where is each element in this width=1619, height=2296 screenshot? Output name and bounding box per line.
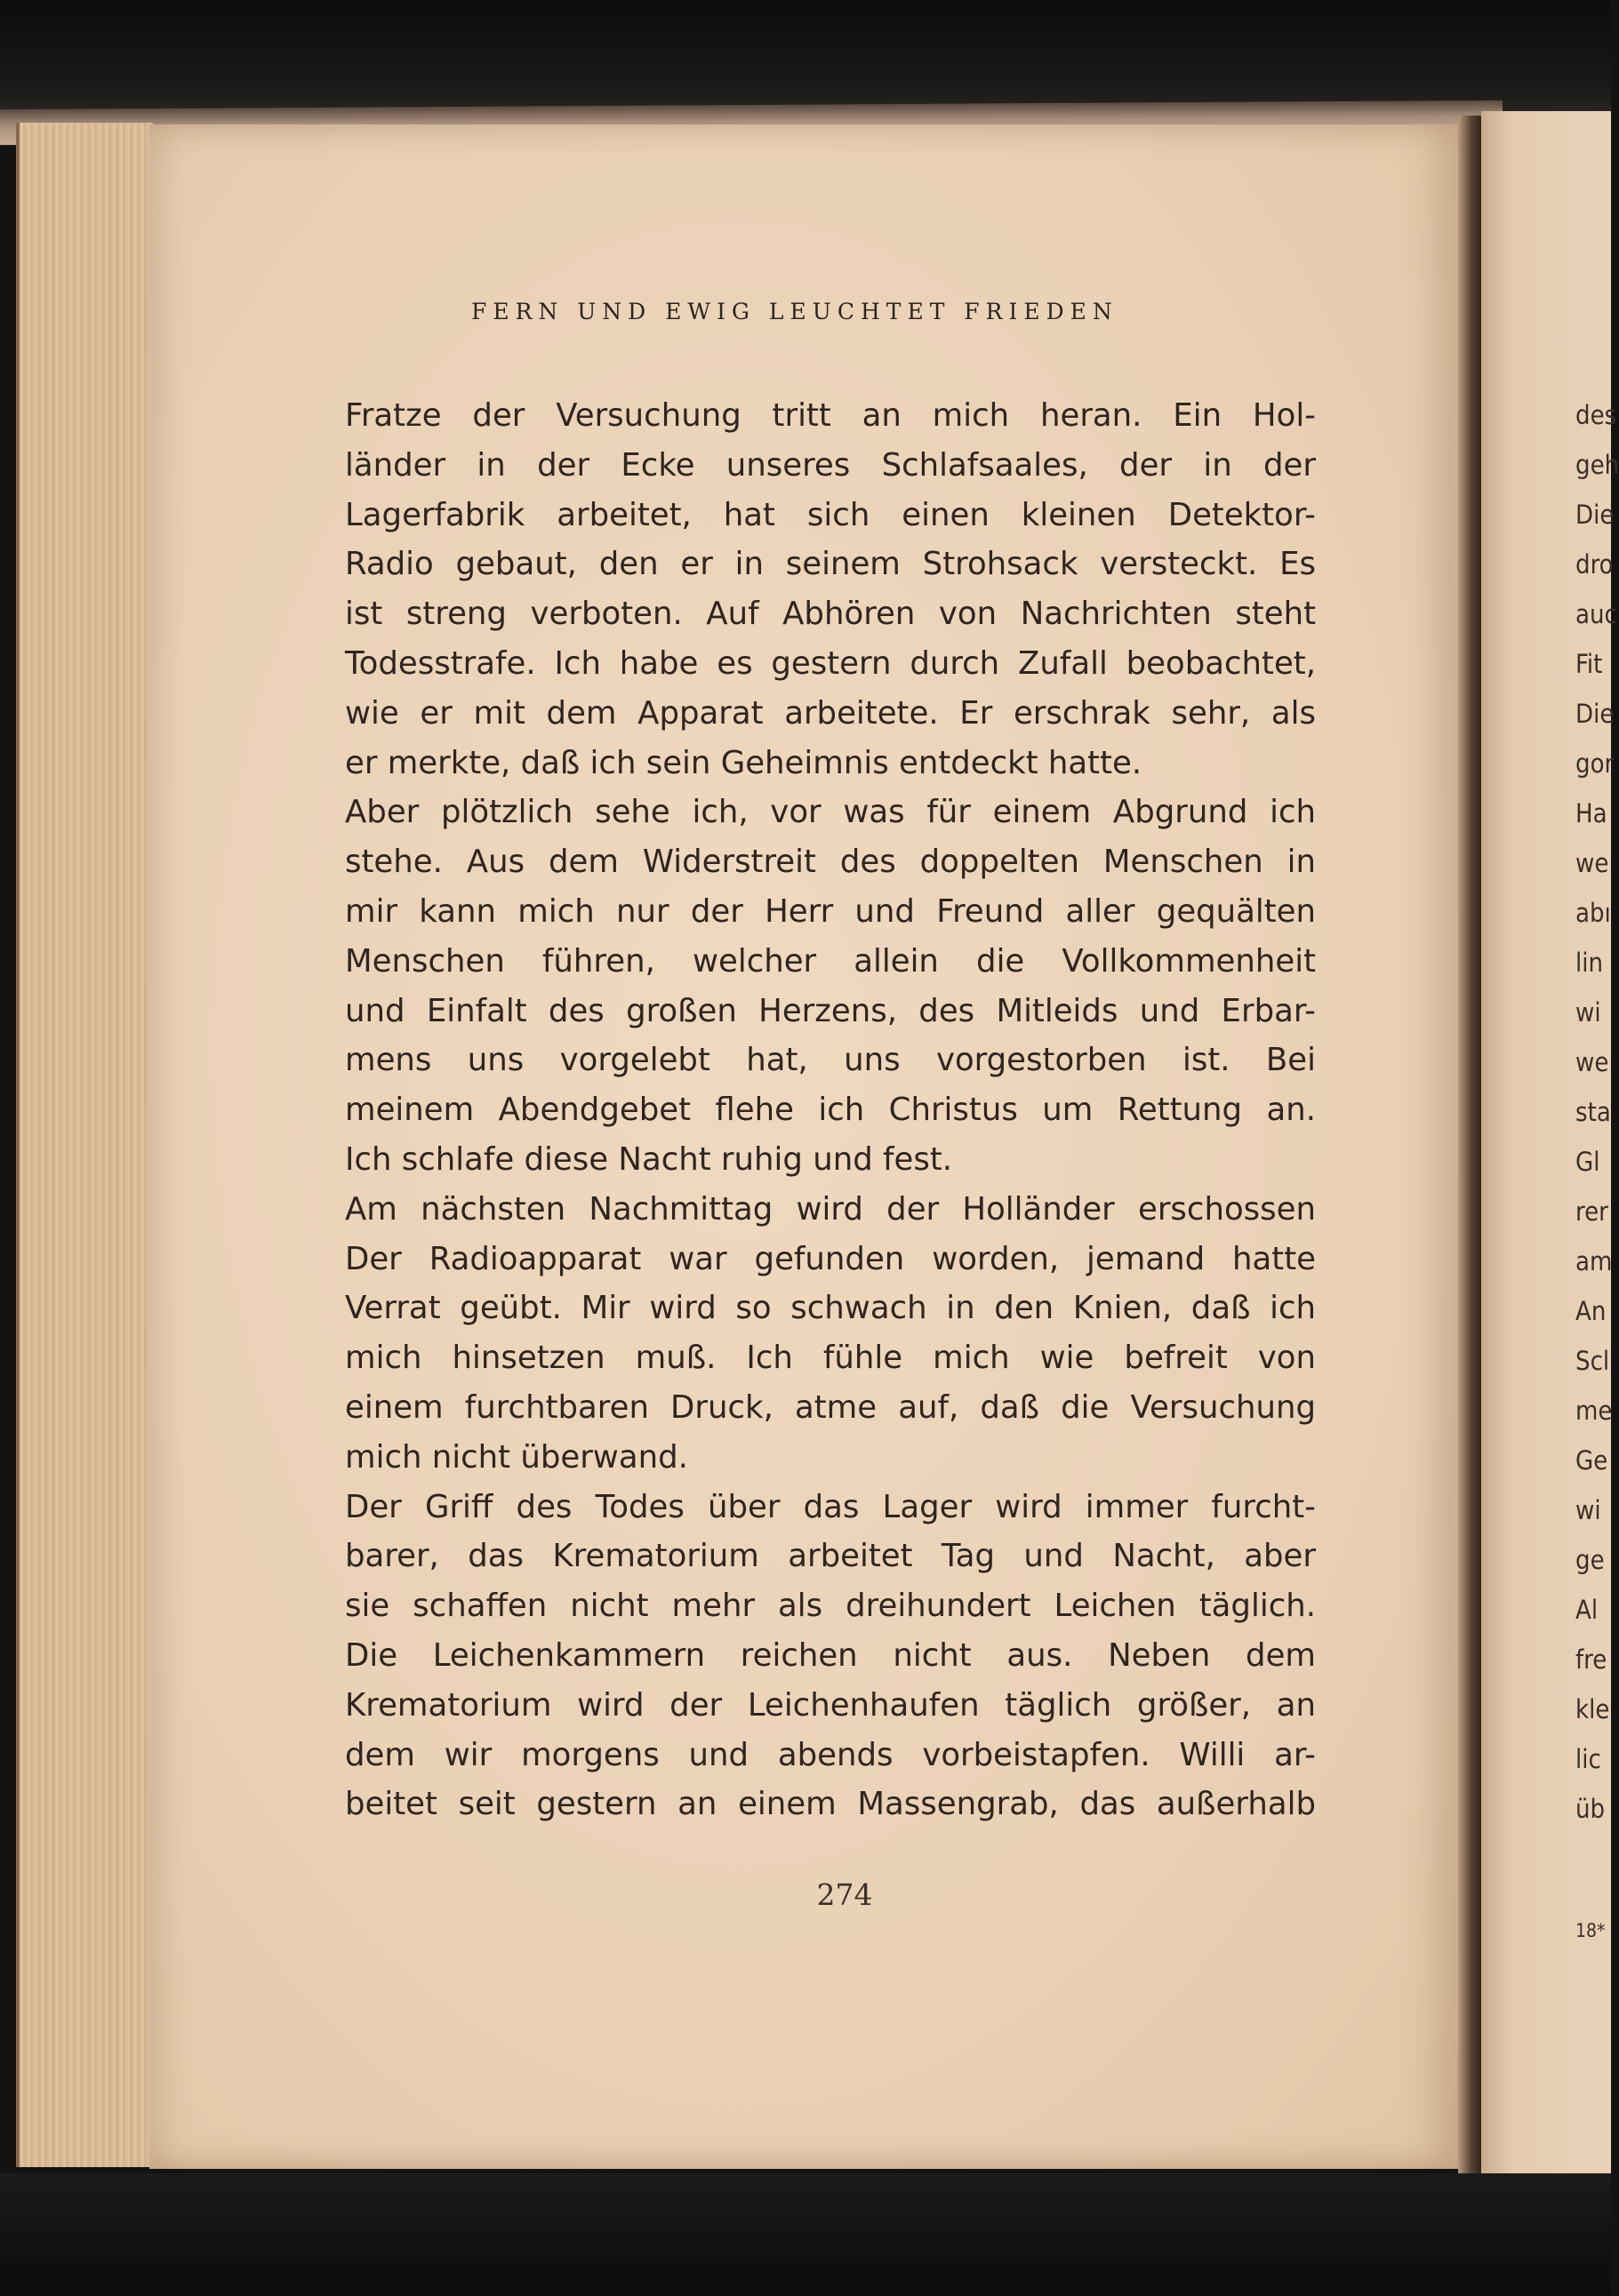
- text-line: Aber plötzlich sehe ich, vor was für einem Abgrund ich: [345, 794, 1316, 831]
- next-page-fragment: des: [1575, 400, 1617, 430]
- next-page-fragment: Scl: [1575, 1346, 1610, 1376]
- text-line: ist streng verboten. Auf Abhören von Nachrichten steht: [345, 596, 1316, 633]
- running-head: FERN UND EWIG LEUCHTET FRIEDEN: [471, 299, 1118, 324]
- text-line: mens uns vorgelebt hat, uns vorgestorben ist. Bei: [345, 1042, 1316, 1079]
- next-page-fragment: me: [1575, 1396, 1613, 1426]
- text-line: Am nächsten Nachmittag wird der Holländer erschossen: [345, 1190, 1316, 1228]
- text-line: Verrat geübt. Mir wird so schwach in den Knien, daß ich: [345, 1290, 1316, 1327]
- background-top: [0, 0, 1611, 116]
- next-page-fragment: wi: [1575, 997, 1601, 1028]
- next-page-fragment: am: [1575, 1246, 1613, 1276]
- text-line: Der Griff des Todes über das Lager wird immer furcht-: [345, 1488, 1316, 1525]
- text-line: wie er mit dem Apparat arbeitete. Er erschrak sehr, als: [345, 694, 1316, 732]
- text-line: er merkte, daß ich sein Geheimnis entdeckt hatte.: [345, 744, 1142, 781]
- next-page-fragment: Al: [1575, 1595, 1599, 1625]
- next-page-fragment: ge: [1575, 1545, 1605, 1575]
- background-bottom: [0, 2173, 1611, 2296]
- next-page-fragment: sta: [1575, 1097, 1611, 1127]
- next-page-fragment: Ha: [1575, 798, 1607, 828]
- next-page-fragment: wi: [1575, 1495, 1601, 1525]
- text-line: Der Radioapparat war gefunden worden, jemand hatte: [345, 1240, 1316, 1277]
- text-line: länder in der Ecke unseres Schlafsaales, der in der: [345, 446, 1316, 484]
- next-page-fragment: abı: [1575, 898, 1611, 928]
- text-line: dem wir morgens und abends vorbeistapfen. Willi ar-: [345, 1736, 1316, 1773]
- text-line: barer, das Krematorium arbeitet Tag und Nacht, aber: [345, 1538, 1316, 1575]
- next-page-fragment: Ge: [1575, 1445, 1608, 1476]
- text-line: Krematorium wird der Leichenhaufen täglich größer, an: [345, 1686, 1316, 1724]
- next-page-fragment: auc: [1575, 599, 1617, 629]
- page-number: 274: [816, 1877, 873, 1912]
- next-page-fragment: kle: [1575, 1694, 1610, 1724]
- text-line: Menschen führen, welcher allein die Vollkommenheit: [345, 942, 1316, 980]
- text-line: sie schaffen nicht mehr als dreihundert Leichen täglich.: [345, 1588, 1316, 1625]
- next-page-fragment: lic: [1575, 1744, 1601, 1774]
- next-page-fragment: gor: [1575, 748, 1615, 779]
- text-line: Die Leichenkammern reichen nicht aus. Neben dem: [345, 1636, 1316, 1674]
- next-page-fragment: rer: [1575, 1196, 1608, 1227]
- book-gutter: [1458, 116, 1481, 2173]
- next-page-fragment: geh: [1575, 450, 1619, 480]
- next-page-fragment: Die: [1575, 699, 1615, 729]
- text-line: Todesstrafe. Ich habe es gestern durch Zufall beobachtet,: [345, 644, 1316, 682]
- body-text: [345, 391, 1316, 1829]
- next-page-fragment: üb: [1575, 1794, 1606, 1824]
- next-page-fragment: Die: [1575, 500, 1615, 530]
- next-page-fragment: Gl: [1575, 1147, 1600, 1177]
- text-line: beitet seit gestern an einem Massengrab, das außerhalb: [345, 1786, 1316, 1823]
- next-page-signature-mark: 18*: [1575, 1920, 1606, 1941]
- next-page-fragment: we: [1575, 1047, 1609, 1077]
- text-line: Lagerfabrik arbeitet, hat sich einen kleinen Detektor-: [345, 496, 1316, 533]
- text-line: und Einfalt des großen Herzens, des Mitleids und Erbar-: [345, 992, 1316, 1029]
- text-line: mir kann mich nur der Herr und Freund aller gequälten: [345, 892, 1316, 930]
- text-line: stehe. Aus dem Widerstreit des doppelten Menschen in: [345, 844, 1316, 881]
- next-page-fragment: Fit: [1575, 649, 1603, 679]
- next-page-fragment: dro: [1575, 549, 1614, 580]
- text-line: Ich schlafe diese Nacht ruhig und fest.: [345, 1140, 953, 1178]
- text-line: mich hinsetzen muß. Ich fühle mich wie befreit von: [345, 1340, 1316, 1377]
- next-page-fragment: lin: [1575, 948, 1604, 978]
- text-line: mich nicht überwand.: [345, 1438, 688, 1476]
- next-page-fragment: An: [1575, 1296, 1607, 1326]
- text-line: meinem Abendgebet flehe ich Christus um Rettung an.: [345, 1092, 1316, 1129]
- page-stack-left-edge: [16, 123, 153, 2167]
- text-line: Fratze der Versuchung tritt an mich heran. Ein Hol-: [345, 397, 1316, 434]
- text-line: Radio gebaut, den er in seinem Strohsack versteckt. Es: [345, 546, 1316, 583]
- text-line: einem furchtbaren Druck, atme auf, daß die Versuchung: [345, 1388, 1316, 1426]
- next-page-fragment: fre: [1575, 1644, 1607, 1675]
- next-page-fragment: we: [1575, 848, 1609, 878]
